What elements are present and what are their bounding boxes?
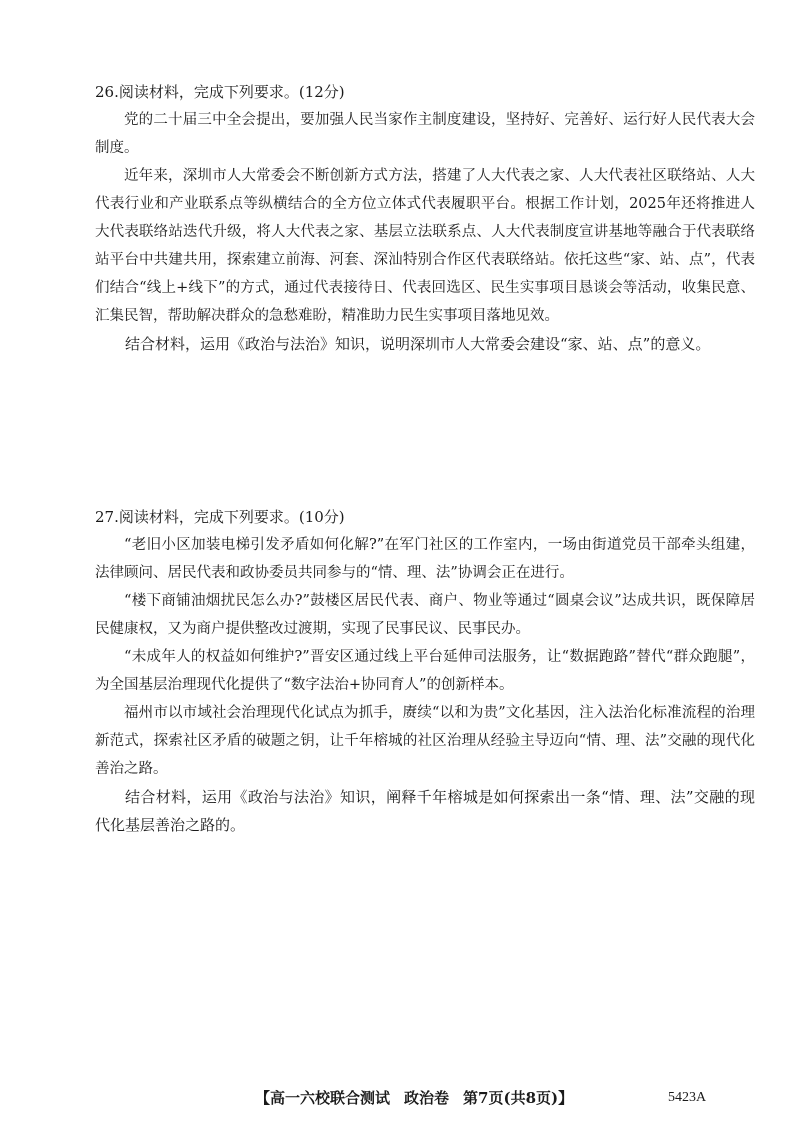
question-26-task: 结合材料，运用《政治与法治》知识，说明深圳市人大常委会建设“家、站、点”的意义。 bbox=[125, 335, 711, 353]
question-26-title: 26.阅读材料，完成下列要求。(12分) bbox=[95, 83, 345, 101]
footer-page-number: 第7页(共8页)】 bbox=[463, 1089, 574, 1107]
footer-paper-code: 5423A bbox=[668, 1090, 707, 1105]
footer-exam-info bbox=[255, 1085, 573, 1111]
footer-exam-name: 【高一六校联合测试 bbox=[255, 1089, 391, 1107]
question-27 bbox=[95, 503, 755, 839]
page-footer bbox=[0, 1085, 800, 1111]
question-27-paragraph-4: 福州市以市域社会治理现代化试点为抓手，赓续“以和为贵”文化基因，注入法治化标准流程的治理新范式，探索社区矛盾的破题之钥，让千年榕城的社区治理从经验主导迈向“情、理、法”交融的现代化善治之路。 bbox=[95, 705, 755, 777]
question-27-title: 27.阅读材料，完成下列要求。(10分) bbox=[95, 508, 345, 526]
question-26-paragraph-1: 党的二十届三中全会提出，要加强人民当家作主制度建设，坚持好、完善好、运行好人民代表大会制度。 bbox=[95, 112, 755, 156]
question-27-paragraph-3: “未成年人的权益如何维护?”晋安区通过线上平台延伸司法服务，让“数据跑路”替代“群众跑腿”，为全国基层治理现代化提供了“数字法治+协同育人”的创新样本。 bbox=[95, 649, 755, 693]
question-26 bbox=[95, 78, 755, 358]
question-27-paragraph-2: “楼下商铺油烟扰民怎么办?”鼓楼区居民代表、商户、物业等通过“圆桌会议”达成共识，既保障居民健康权，又为商户提供整改过渡期，实现了民事民议、民事民办。 bbox=[95, 593, 755, 637]
question-27-paragraph-1: “老旧小区加装电梯引发矛盾如何化解?”在军门社区的工作室内，一场由街道党员干部牵头组建，法律顾问、居民代表和政协委员共同参与的“情、理、法”协调会正在进行。 bbox=[95, 537, 755, 581]
question-26-paragraph-2: 近年来，深圳市人大常委会不断创新方式方法，搭建了人大代表之家、人大代表社区联络站、人大代表行业和产业联系点等纵横结合的全方位立体式代表履职平台。根据工作计划，2025年还将推进人大代表联络站迭代升级，将人大代表之家、基层立法联系点、人大代表制度宣讲基地等融合于代表联络站平台中共建共用，探索建立前海、河套、深汕特别合作区代表联络站。依托这些“家、站、点”，代表们结合“线上+线下”的方式，通过代表接待日、代表回选区、民生实事项目恳谈会等活动，收集民意、汇集民智，帮助解决群众的急愁难盼，精准助力民生实事项目落地见效。 bbox=[95, 168, 755, 324]
footer-subject: 政治卷 bbox=[404, 1089, 450, 1107]
question-27-task: 结合材料，运用《政治与法治》知识，阐释千年榕城是如何探索出一条“情、理、法”交融的现代化基层善治之路的。 bbox=[95, 788, 755, 834]
